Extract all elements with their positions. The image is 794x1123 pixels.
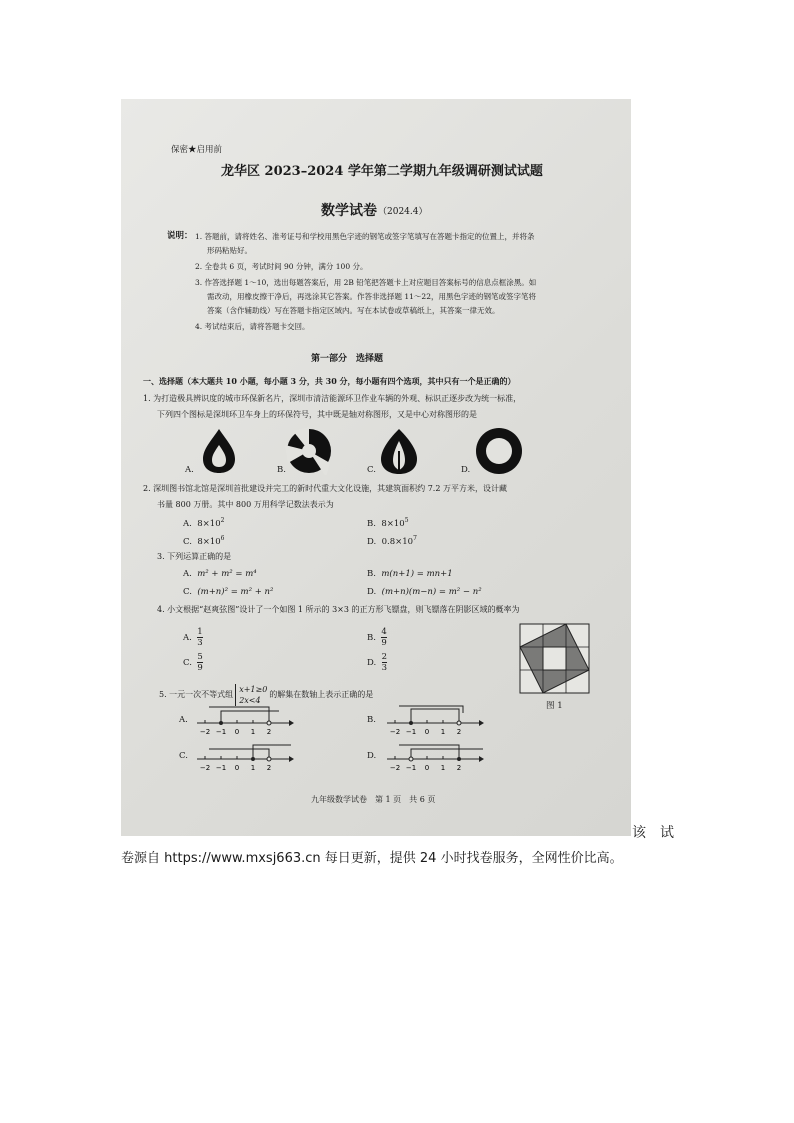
tick-label: 0: [424, 764, 430, 772]
option-base: 8×10: [381, 518, 405, 529]
number-line-d: [385, 739, 485, 773]
tick-label: −2: [199, 764, 211, 772]
tick-label: 2: [456, 764, 462, 772]
instruction-line: 形码粘贴好。: [207, 246, 252, 255]
option-label: D.: [367, 536, 377, 547]
option-label: D.: [367, 587, 377, 597]
tick-label: 0: [424, 728, 430, 736]
fraction-numerator: 4: [381, 627, 387, 637]
exam-subtitle: 数学试卷: [321, 203, 377, 219]
q5-option-b[interactable]: B.: [367, 715, 376, 725]
option-label: B.: [367, 569, 376, 579]
tick-label: 1: [250, 728, 256, 736]
q3-option-b[interactable]: [367, 569, 453, 579]
option-text: m² + m² = m⁴: [197, 569, 257, 579]
tick-label: 2: [266, 728, 272, 736]
instruction-line: 1. 答题前，请将姓名、准考证号和学校用黑色字迹的钢笔或签字笔填写在答题卡指定的位置上，并将条: [195, 232, 535, 241]
q2-option-d[interactable]: [367, 535, 417, 547]
q4-option-b[interactable]: [367, 627, 387, 648]
q5-stem-post: 的解集在数轴上表示正确的是: [269, 690, 374, 699]
drop-icon-a: [203, 429, 235, 473]
option-text: (m+n)² = m² + n²: [197, 587, 274, 597]
number-line-b: [385, 703, 485, 737]
dartboard-figure: [519, 623, 591, 695]
q3-option-d[interactable]: [367, 587, 482, 597]
option-base: 8×10: [197, 536, 221, 547]
q1-option-b[interactable]: B.: [277, 465, 286, 475]
option-label: A.: [183, 569, 192, 579]
part1-heading: 第一部分 选择题: [311, 354, 384, 364]
tick-label: −2: [389, 764, 401, 772]
q1-option-d[interactable]: D.: [461, 465, 471, 475]
q2-option-a[interactable]: [183, 517, 224, 529]
fraction-numerator: 1: [197, 627, 203, 637]
q4-stem: 4. 小文根据“赵爽弦图”设计了一个如图 1 所示的 3×3 的正方形飞镖盘，则飞镖落在阴影区域的概率为: [157, 605, 520, 614]
q2-line: 2. 深圳图书馆北馆是深圳首批建设并完工的新时代重大文化设施，其建筑面积约 7.2 万平方米，设计藏: [143, 484, 507, 493]
section1-heading: 一、选择题（本大题共 10 小题，每小题 3 分，共 30 分，每小题有四个选项，其中只有一个是正确的）: [143, 376, 516, 386]
option-label: A.: [183, 633, 192, 643]
option-label: C.: [183, 658, 192, 668]
option-label: B.: [367, 633, 376, 643]
tick-label: −1: [215, 764, 227, 772]
q1-line: 1. 为打造极具辨识度的城市环保新名片，深圳市清洁能源环卫作业车辆的外观、标识正逐步改为统一标准，: [143, 394, 522, 403]
tick-label: 1: [440, 764, 446, 772]
source-note-line2: 卷源自 https://www.mxsj663.cn 每日更新，提供 24 小时找卷服务，全网性价比高。: [121, 851, 623, 866]
instruction-line: 3. 作答选择题 1～10，选出每题答案后，用 2B 铅笔把答题卡上对应题目答案标号的信息点框涂黑。如: [195, 278, 537, 287]
option-label: D.: [367, 658, 377, 668]
tick-label: −1: [405, 764, 417, 772]
instruction-line: 2. 全卷共 6 页，考试时间 90 分钟，满分 100 分。: [195, 262, 368, 271]
tick-label: 2: [456, 728, 462, 736]
exam-title: 龙华区 2023–2024 学年第二学期九年级调研测试试题: [221, 164, 543, 179]
tick-label: 2: [266, 764, 272, 772]
tick-label: −1: [405, 728, 417, 736]
option-text: m(n+1) = mn+1: [381, 569, 453, 579]
q3-option-c[interactable]: [183, 587, 273, 597]
instruction-line: 需改动，用橡皮擦干净后，再选涂其它答案。作答非选择题 11～22，用黑色字迹的钢笔或签字笔将: [207, 292, 536, 301]
q5-option-a[interactable]: A.: [179, 715, 188, 725]
page-footer: 九年级数学试卷 第 1 页 共 6 页: [311, 795, 436, 804]
option-label: B.: [367, 518, 376, 529]
exam-photo: [121, 99, 631, 836]
instruction-line: 答案（含作辅助线）写在答题卡指定区域内。写在本试卷或草稿纸上，其答案一律无效。: [207, 306, 500, 315]
tick-label: 1: [440, 728, 446, 736]
tick-label: −1: [215, 728, 227, 736]
instructions-label: 说明：: [167, 231, 193, 241]
fraction-denominator: 9: [197, 663, 203, 673]
tick-label: 0: [234, 728, 240, 736]
option-exp: 5: [404, 517, 409, 524]
q2-option-c[interactable]: [183, 535, 225, 547]
q1-option-a[interactable]: A.: [185, 465, 194, 475]
q3-stem: 3. 下列运算正确的是: [157, 552, 232, 561]
fraction-denominator: 3: [381, 663, 388, 673]
q4-option-a[interactable]: [183, 627, 203, 648]
source-note-line1: 该 试: [632, 825, 674, 841]
secret-label: 保密★启用前: [171, 145, 223, 155]
q2-line: 书量 800 万册。其中 800 万用科学记数法表示为: [157, 500, 334, 509]
q5-option-c[interactable]: C.: [179, 751, 188, 761]
tick-label: −2: [199, 728, 211, 736]
option-base: 0.8×10: [381, 536, 414, 547]
option-exp: 7: [413, 535, 417, 542]
tri-arc-icon-b: [285, 427, 331, 475]
q2-option-b[interactable]: [367, 517, 409, 529]
option-label: C.: [183, 587, 192, 597]
fraction-denominator: 3: [197, 638, 203, 648]
option-exp: 6: [220, 535, 225, 542]
instruction-line: 4. 考试结束后，请将答题卡交回。: [195, 322, 310, 331]
option-exp: 2: [220, 517, 225, 524]
number-line-c: [195, 739, 295, 773]
q3-option-a[interactable]: [183, 569, 257, 579]
q4-option-c[interactable]: [183, 652, 203, 673]
option-text: (m+n)(m−n) = m² − n²: [381, 587, 482, 597]
q5-stem-pre: 5. 一元一次不等式组: [159, 690, 234, 699]
q5-option-d[interactable]: D.: [367, 751, 377, 761]
option-base: 8×10: [197, 518, 221, 529]
option-label: A.: [183, 518, 192, 529]
fraction-numerator: 5: [197, 652, 203, 662]
q1-option-c[interactable]: C.: [367, 465, 376, 475]
ring-icon-d: [476, 428, 522, 474]
tick-label: 0: [234, 764, 240, 772]
exam-date: （2024.4）: [378, 207, 428, 217]
fraction-denominator: 9: [381, 638, 387, 648]
q1-line: 下列四个图标是深圳环卫车身上的环保符号，其中既是轴对称图形，又是中心对称图形的是: [157, 410, 477, 419]
option-label: C.: [183, 536, 192, 547]
inequality-2: 2x<4: [239, 696, 261, 705]
q4-option-d[interactable]: [367, 652, 387, 673]
q1-icons: [181, 427, 601, 475]
leaf-icon-c: [381, 429, 417, 474]
tick-label: −2: [389, 728, 401, 736]
figure-1-label: 图 1: [546, 701, 563, 711]
inequality-1: x+1≥0: [239, 685, 268, 694]
tick-label: 1: [250, 764, 256, 772]
number-line-a: [195, 703, 295, 737]
fraction-numerator: 2: [381, 652, 388, 662]
